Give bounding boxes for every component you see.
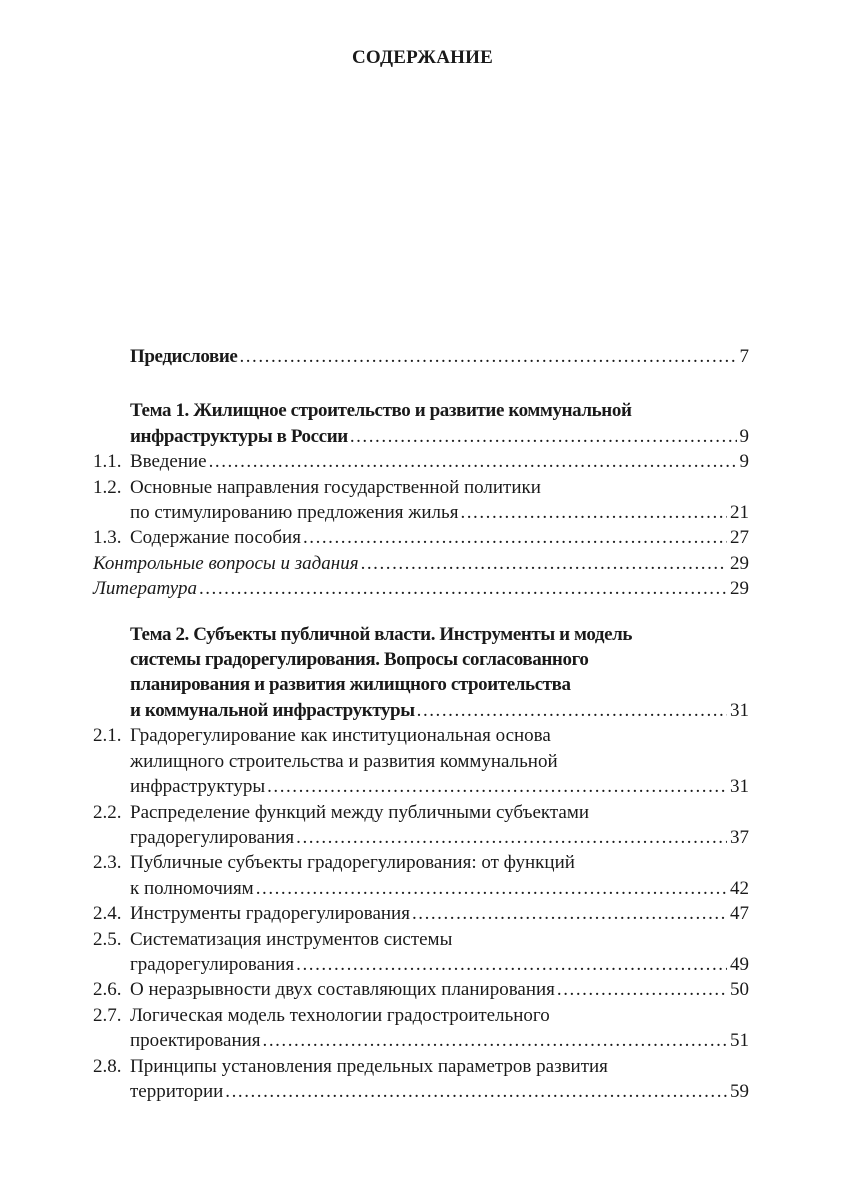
toc-entry-number: 2.8. [93,1055,122,1077]
dot-leader [225,1079,727,1104]
toc-entry-line [130,723,749,748]
toc-entry-line [130,774,749,799]
toc-entry[interactable] [93,1054,749,1105]
toc-entry[interactable] [93,449,749,474]
toc-entry-line [130,672,749,697]
toc-entry-title: и коммунальной инфраструктуры [130,699,415,721]
toc-entry-line [130,424,749,449]
toc-entry-page: 31 [730,776,749,798]
toc-entry-number: 2.4. [93,903,122,925]
dot-leader [209,449,737,474]
toc-entry-line [130,800,749,825]
toc-entry-line [130,449,749,474]
toc-entry-number: 2.6. [93,979,122,1001]
toc-entry-number: 2.3. [93,852,122,874]
toc-entry-title: градорегулирования [130,826,295,848]
dot-leader [460,500,727,525]
toc-entry-number: 1.1. [93,451,122,473]
toc-entry-line [130,698,749,723]
toc-entry-title: Публичные субъекты градорегулирования: от функций [130,852,575,874]
toc-entry-page: 29 [730,552,749,574]
dot-leader [296,825,727,850]
toc-entry-page: 7 [739,346,749,367]
dot-leader [350,424,737,449]
dot-leader [263,1028,727,1053]
toc-entry-number: 2.1. [93,725,122,747]
toc-entry[interactable] [93,622,749,724]
toc-entry-line [93,551,749,576]
page-title: СОДЕРЖАНИЕ [352,47,493,68]
toc-entry-page: 21 [730,502,749,524]
toc-entry-line [130,344,749,369]
dot-leader [303,525,727,550]
toc-entry-number: 1.2. [93,476,122,498]
toc-entry-line [130,1003,749,1028]
toc-entry-line [93,576,749,601]
table-of-contents [93,344,749,1104]
toc-entry-title: инфраструктуры в России [130,425,348,447]
toc-entry-line [130,647,749,672]
toc-entry-title: Градорегулирование как институциональная основа [130,725,551,747]
toc-entry-title: Литература [93,578,197,600]
toc-entry[interactable] [93,800,749,851]
dot-leader [417,698,727,723]
toc-entry-line [130,1079,749,1104]
toc-entry-title: Тема 1. Жилищное строительство и развитие коммунальной [130,400,632,422]
toc-entry-line [130,398,749,423]
toc-entry-title: Содержание пособия [130,527,301,549]
toc-entry-line [130,901,749,926]
toc-entry-page: 37 [730,826,749,848]
toc-entry-title: Тема 2. Субъекты публичной власти. Инструменты и модель [130,623,633,645]
toc-entry-title: Инструменты градорегулирования [130,903,410,925]
toc-entry-line [130,525,749,550]
toc-entry-line [130,475,749,500]
toc-entry-line [130,952,749,977]
toc-entry-page: 59 [730,1080,749,1102]
toc-entry-line [130,977,749,1002]
toc-entry-title: к полномочиям [130,877,254,899]
toc-entry-title: Предисловие [130,346,238,367]
toc-entry-title: Введение [130,451,207,473]
dot-leader [361,551,727,576]
toc-entry-title: проектирования [130,1030,261,1052]
dot-leader [296,952,727,977]
toc-entry[interactable] [93,398,749,449]
toc-entry[interactable] [93,525,749,550]
toc-entry-page: 9 [739,451,749,473]
toc-entry-line [130,1054,749,1079]
toc-entry-page: 42 [730,877,749,899]
toc-entry-number: 2.2. [93,801,122,823]
toc-entry-line [130,876,749,901]
toc-entry[interactable] [93,850,749,901]
toc-entry-page: 47 [730,903,749,925]
toc-entry-title: системы градорегулирования. Вопросы согласованного [130,649,589,671]
toc-entry-number: 2.7. [93,1004,122,1026]
dot-leader [412,901,727,926]
toc-entry-page: 9 [739,425,749,447]
toc-entry-page: 31 [730,699,749,721]
toc-entry-page: 29 [730,578,749,600]
toc-entry-title: планирования и развития жилищного строительства [130,674,571,696]
toc-entry[interactable] [93,1003,749,1054]
toc-entry-page: 50 [730,979,749,1001]
toc-entry[interactable] [93,576,749,601]
toc-entry-line [130,749,749,774]
toc-entry[interactable] [93,344,749,369]
toc-entry-title: жилищного строительства и развития коммунальной [130,750,558,772]
toc-entry-title: территории [130,1080,224,1102]
toc-entry-title: Принципы установления предельных параметров развития [130,1055,608,1077]
toc-entry-title: Распределение функций между публичными субъектами [130,801,590,823]
toc-entry-line [130,825,749,850]
toc-entry-line [130,850,749,875]
toc-entry-page: 27 [730,527,749,549]
toc-entry-line [130,927,749,952]
toc-entry-title: Логическая модель технологии градостроительного [130,1004,550,1026]
toc-entry-title: по стимулированию предложения жилья [130,502,459,524]
toc-entry-line [130,500,749,525]
toc-entry-page: 49 [730,953,749,975]
toc-entry-number: 1.3. [93,527,122,549]
dot-leader [199,576,727,601]
toc-entry[interactable] [93,475,749,526]
toc-entry-title: О неразрывности двух составляющих планирования [130,979,555,1001]
toc-entry[interactable] [93,927,749,978]
toc-entry-line [130,622,749,647]
toc-entry[interactable] [93,977,749,1002]
toc-entry[interactable] [93,901,749,926]
toc-entry-title: градорегулирования [130,953,295,975]
dot-leader [267,774,727,799]
dot-leader [557,977,727,1002]
toc-entry-title: Систематизация инструментов системы [130,928,453,950]
toc-entry[interactable] [93,551,749,576]
toc-entry-title: Основные направления государственной политики [130,476,541,498]
toc-entry-title: Контрольные вопросы и задания [93,552,359,574]
toc-entry-page: 51 [730,1030,749,1052]
dot-leader [256,876,727,901]
toc-entry-line [130,1028,749,1053]
toc-entry[interactable] [93,723,749,799]
toc-entry-number: 2.5. [93,928,122,950]
dot-leader [239,344,736,369]
toc-entry-title: инфраструктуры [130,776,266,798]
